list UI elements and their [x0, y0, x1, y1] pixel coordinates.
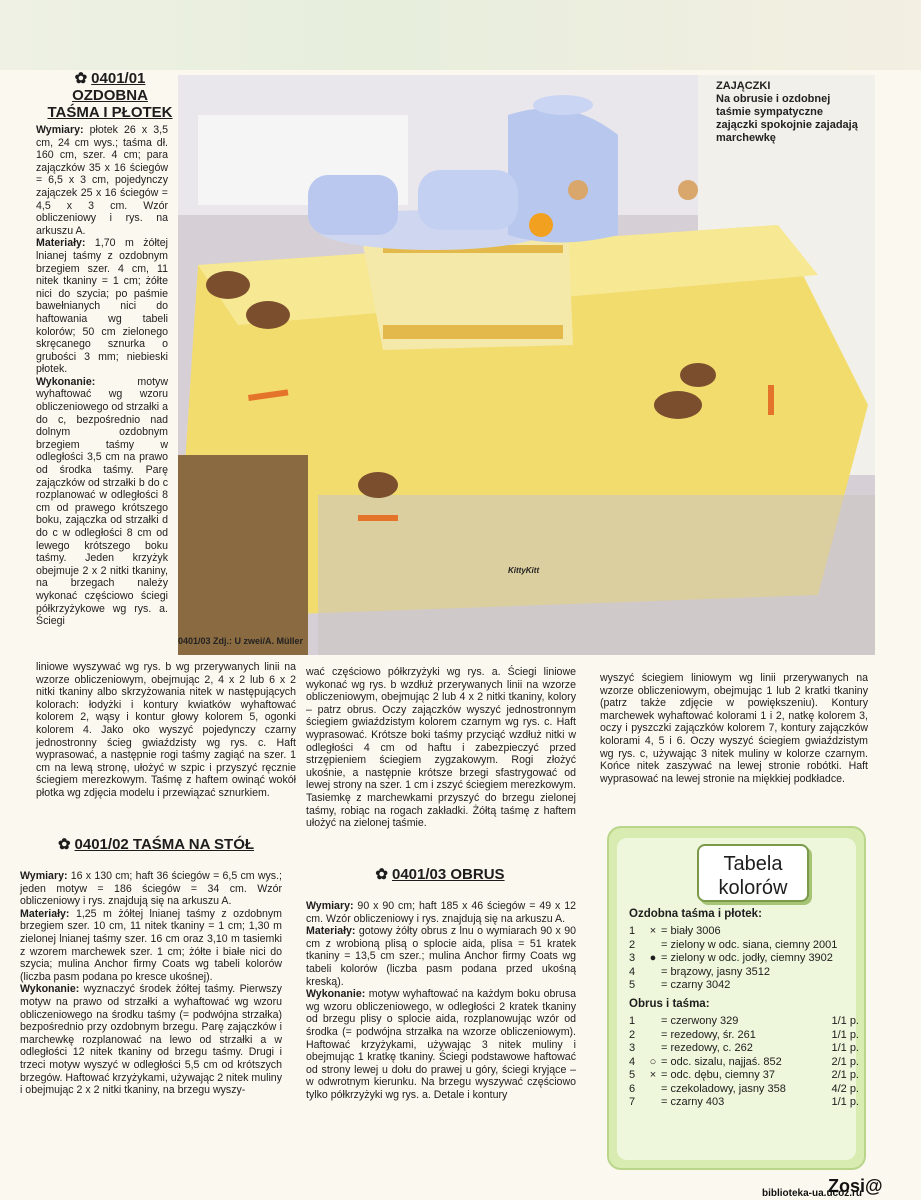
table-cell-d: = czarny 3042 — [661, 979, 731, 991]
header-band — [0, 0, 921, 70]
table-cell-n: 3 — [629, 1042, 636, 1054]
table-cell-q: 1/1 p. — [831, 1042, 859, 1054]
table-cell-d: = czerwony 329 — [661, 1015, 739, 1027]
photo-credit: 0401/03 Zdj.: U zwei/A. Müller — [178, 636, 304, 646]
section2-heading: ✿ 0401/02 TAŚMA NA STÓŁ — [57, 836, 255, 853]
flower-icon: ✿ — [74, 70, 88, 87]
table-cell-q: 4/2 p. — [831, 1082, 859, 1095]
color-table — [607, 826, 866, 1170]
table-cell-q: 2/1 p. — [831, 1069, 859, 1081]
table-cell-n: 1 — [629, 925, 636, 937]
section1-heading: ✿ 0401/01 OZDOBNA TAŚMA I PŁOTEK — [47, 70, 173, 121]
table-cell-n: 4 — [629, 965, 636, 978]
table-cell-d: = czekoladowy, jasny 358 — [661, 1082, 786, 1095]
table-cell-n: 1 — [629, 1015, 636, 1027]
table-cell-n: 5 — [629, 1069, 636, 1081]
table-section2-label: Obrus i taśma: — [629, 998, 710, 1010]
table-cell-s: ● — [649, 952, 657, 964]
table-cell-s: ○ — [649, 1055, 657, 1068]
color-table-inner — [617, 838, 859, 1160]
section1-body: Wymiary: płotek 26 x 3,5 cm, 24 cm wys.; taśma dł. 160 cm, szer. 4 cm; para zajączków 35 x 16 ściegów = 6,5 x 3 cm, pojedynczy zajączek 25 x 16 ściegów = 4,5 x 3 cm. Wzór obliczeniowy i rys. na arkuszu A. Materiały: 1,70 m żółtej lnianej taśmy z ozdobnym brzegiem szer. 4 cm, 11 nitek tkaniny = 1 cm; żółte nici do szycia; po paśmie bawełnianych nici do haftowania wg tabeli kolorów; 50 cm zielonego skręcanego sznurka o grubości 3 mm; niebieski płotek. Wykonanie: motyw wyhaftować wg wzoru obliczeniowego od strzałki a do c, bezpośrednio nad dolnym ozdobnym brzegiem taśmy w odległości 3,5 cm na prawo od środka taśmy. Parę zajączków od strzałki b do c rozplanować w odległości 8 cm od prawego krótszego boku, zajączka od strzałki d do c w odległości 8 cm od lewego krótszego boku taśmy. Jeden krzyżyk obejmuje 2 x 2 nitki tkaniny, na brzegach należy wykonać częściowo ściegi półkrzyżykowe wg rys. a. Ściegi — [36, 124, 168, 628]
flower-icon: ✿ — [57, 836, 71, 853]
table-section1-label: Ozdobna taśma i płotek: — [629, 908, 762, 920]
table-cell-n: 2 — [629, 938, 636, 951]
table-cell-n: 3 — [629, 952, 636, 964]
flower-icon: ✿ — [375, 866, 388, 883]
color-table-title: Tabela kolorów — [697, 844, 809, 902]
table-cell-d: = zielony w odc. siana, ciemny 2001 — [661, 938, 838, 951]
table-cell-d: = czarny 403 — [661, 1096, 725, 1108]
table-cell-n: 2 — [629, 1028, 636, 1041]
table-cell-d: = brązowy, jasny 3512 — [661, 965, 770, 978]
table-cell-d: = odc. sizalu, najjaś. 852 — [661, 1055, 782, 1068]
table-cell-s: × — [649, 1069, 657, 1081]
table-cell-d: = odc. dębu, ciemny 37 — [661, 1069, 776, 1081]
table-cell-q: 2/1 p. — [831, 1055, 859, 1068]
section2-body: Wymiary: 16 x 130 cm; haft 36 ściegów = 6,5 cm wys.; jeden motyw = 186 ściegów = 34 cm. Wzór obliczeniowy i rys. znajdują się na arkuszu A. Materiały: 1,25 m żółtej lnianej taśmy z ozdobnym brzegiem szer. 10 cm, 11 nitek tkaniny = 1 cm; 1,30 m zielonej lnianej taśmy szer. 16 cm oraz 3,10 m tasiemki z wzorem marchewek szer. 1 cm; żółte i białe nici do szycia; mulina Anchor firmy Coats wg tabeli kolorów (liczba pasm podana po kresce ukośnej). Wykonanie: wyznaczyć środek żółtej taśmy. Pierwszy motyw na prawo od strzałki a wyhaftować wg wzoru obliczeniowego na środku taśmy (= podwójna strzałka) bezpośrednio przy ozdobnym brzegu. Parę zajączków i marchewkę rozplanować na lewo od strzałki a w odległości 12 nitek tkaniny od brzegu taśmy. Drugi i trzeci motyw wyszyć w odległości 5,5 cm od krótszych brzegów. Haftować krzyżykami, używając 2 nitek muliny i obejmując 2 x 2 nitki tkaniny, na brzegu wyszy- — [20, 870, 283, 1097]
table-cell-d: = rezedowy, c. 262 — [661, 1042, 753, 1054]
section3-heading: ✿ 0401/03 OBRUS — [375, 866, 505, 883]
table-cell-d: = zielony w odc. jodły, ciemny 3902 — [661, 952, 833, 964]
photo-signature: KittyKitt — [508, 566, 540, 575]
table-cell-d: = biały 3006 — [661, 925, 721, 937]
photo-caption: ZAJĄCZKI Na obrusie i ozdobnej taśmie sympatyczne zajączki spokojnie zajadają marchewkę — [716, 80, 858, 144]
watermark-zosi: Zosi@ — [828, 1176, 883, 1196]
table-cell-n: 5 — [629, 979, 636, 991]
table-cell-n: 4 — [629, 1055, 636, 1068]
watermark-site: biblioteka-ua.ucoz.ru — [762, 1188, 863, 1199]
table-cell-n: 6 — [629, 1082, 636, 1095]
table-cell-q: 1/1 p. — [831, 1028, 859, 1041]
table-cell-q: 1/1 p. — [831, 1096, 859, 1108]
table-cell-q: 1/1 p. — [831, 1015, 859, 1027]
section1-body-cont: liniowe wyszywać wg rys. b wg przerywanych linii na wzorze obliczeniowym, obejmując 2, 4 x 2 lub 6 x 2 nitki tkaniny albo skrzyżowania nitek w następujących kolorach: łodyżki i kontury kwiatków wyhaftować kolorem 2, wąsy i kontur głowy kolorem 5, ogonki kolorem 4. Jako oko wyszyć pojedynczy czarny jednostronny ścieg gwiaździsty wg rys. c. Haft wyprasować, a następnie rogi taśmy zagiąć na szer. 1 cm na lewą stronę, ułożyć w szpic i przyszyć ręcznie ściegiem merezkowym. Taśmę z haftem owinąć wokół płotka wg zdjęcia modelu i przewiązać sznurkiem. — [36, 661, 296, 799]
middle-column: wać częściowo półkrzyżyki wg rys. a. Ściegi liniowe wykonać wg rys. b wzdłuż przerywanych linii na wzorze obliczeniowym, obejmując 2 lub 4 x 2 nitki tkaniny, kolory – patrz obrus. Oczy zajączków wyszyć jednostronnym ściegiem gwiaździstym kolorem czarnym wg rys. c. Haft wyprasować. Krótsze boki taśmy przyciąć wzdłuż nitki w odległości 4 cm od haftu i zabezpieczyć przed strzępieniem ściegiem zygzakowym. Rogi złożyć ukośnie, a następnie krótsze brzegi sfastrygować od lewej strony na szer. 1 cm i zszyć ściegiem merezkowym. Tasiemkę z marchewkami przyszyć do brzegu zielonej taśmy, robiąc na rogach zakładki. Żółtą taśmę z haftem ułożyć na zielonej taśmie. — [306, 666, 576, 830]
table-cell-d: = rezedowy, śr. 261 — [661, 1028, 756, 1041]
right-column: wyszyć ściegiem liniowym wg linii przerywanych na wzorze obliczeniowym, obejmując 1 lub 2 kratki tkaniny (patrz także zdjęcie w powiększeniu). Kontury marchewek wyhaftować kolorami 1 i 2, natkę kolorem 3, oczy i pyszczki zajączków kolorem 7, kontury zajączków kolorami 4, 5 i 6. Oczy wyszyć ściegiem gwiaździstym wg rys. c, używając 3 nitek muliny w kolorze czarnym. Końce nitek zaszywać na lewej stronie robótki. Haft wyprasować na lewej stronie na miękkiej podkładce. — [600, 672, 868, 785]
table-cell-s: × — [649, 925, 657, 937]
section3-body: Wymiary: 90 x 90 cm; haft 185 x 46 ściegów = 49 x 12 cm. Wzór obliczeniowy i rys. znajdują się na arkuszu A. Materiały: gotowy żółty obrus z lnu o wymiarach 90 x 90 cm z wrobioną plisą o splocie aida, plisa = 51 kratek tkaniny = 13,5 cm szer.; mulina Anchor firmy Coats wg tabeli kolorów (liczba pasm podana przed ukośną kreską). Wykonanie: motyw wyhaftować na każdym boku obrusa wg wzoru obliczeniowego, w odległości 2 kratek tkaniny od brzegu plisy o splocie aida, rozplanowując wzór od środka (= podwójna strzałka na wzorze obliczeniowym). Haftować krzyżykami, używając 3 nitek muliny i obejmując 1 kratkę tkaniny. Ściegi podstawowe haftować od strony lewej u dołu do prawej u góry, ściegi kryjące – w odwrotnym kierunku. Na brzegu wyszywać częściowo tylko półkrzyżyki wg rys. a. Detale i kontury — [306, 900, 577, 1101]
table-cell-n: 7 — [629, 1096, 636, 1108]
